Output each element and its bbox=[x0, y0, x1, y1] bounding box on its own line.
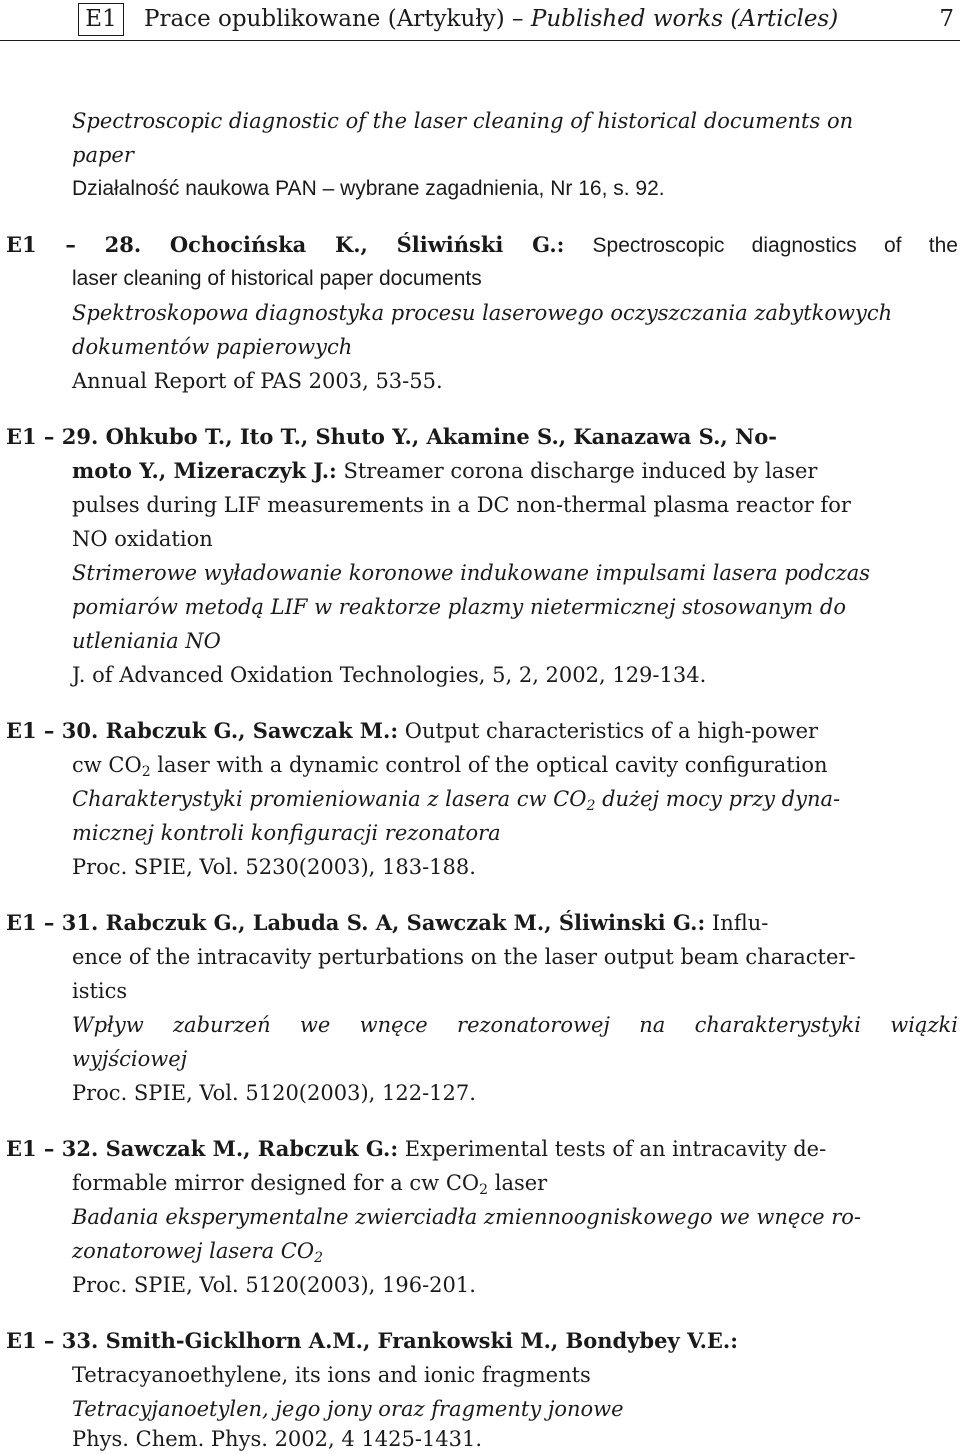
entry27-title-en-2: paper bbox=[72, 143, 134, 167]
page-header bbox=[0, 0, 960, 40]
entry32-heading: E1 – 32. Sawczak M., Rabczuk G.: Experimental tests of an intracavity de- bbox=[6, 1136, 827, 1161]
entry32-title-pl-2: zonatorowej lasera $CO_2$ bbox=[72, 1239, 323, 1266]
entry29-source: J. of Advanced Oxidation Technologies, 5, 2, 2002, 129-134. bbox=[72, 663, 707, 687]
entry31-title-2: ence of the intracavity perturbations on the laser output beam character- bbox=[72, 945, 856, 969]
entry29-title-3: NO oxidation bbox=[72, 527, 213, 551]
entry28-title-2: laser cleaning of historical paper documents bbox=[72, 267, 482, 290]
entry28-source: Annual Report of PAS 2003, 53-55. bbox=[72, 369, 443, 393]
entry33-source: Phys. Chem. Phys. 2002, 4 1425-1431. bbox=[72, 1427, 483, 1451]
entry30-heading: E1 – 30. Rabczuk G., Sawczak M.: Output characteristics of a high-power bbox=[6, 718, 819, 743]
page-number: 7 bbox=[939, 6, 954, 32]
entry31-heading: E1 – 31. Rabczuk G., Labuda S. A, Sawczak M., Śliwinski G.: Influ- bbox=[6, 910, 769, 935]
entry32-title-2: formable mirror designed for a cw $CO_2$ laser bbox=[72, 1171, 548, 1198]
entry33-heading: E1 – 33. Smith-Gicklhorn A.M., Frankowski M., Bondybey V.E.: bbox=[6, 1328, 738, 1353]
entry29-heading-1: E1 – 29. Ohkubo T., Ito T., Shuto Y., Akamine S., Kanazawa S., No- bbox=[6, 424, 777, 449]
entry28-heading: E1 – 28. Ochocińska K., Śliwiński G.: Spectroscopic diagnostics of the bbox=[6, 232, 958, 257]
entry33-title-pl-1: Tetracyjanoetylen, jego jony oraz fragmenty jonowe bbox=[72, 1397, 624, 1421]
entry28-title-pl-1: Spektroskopowa diagnostyka procesu laserowego oczyszczania zabytkowych bbox=[72, 301, 893, 325]
section-tag: E1 bbox=[78, 3, 124, 36]
entry30-title-pl-1: Charakterystyki promieniowania z lasera cw $CO_2$ dużej mocy przy dyna- bbox=[72, 787, 841, 814]
entry29-heading-2: moto Y., Mizeraczyk J.: Streamer corona discharge induced by laser bbox=[72, 458, 818, 483]
entry33-title-1: Tetracyanoethylene, its ions and ionic fragments bbox=[72, 1363, 591, 1387]
entry32-title-pl-1: Badania eksperymentalne zwierciadła zmiennoogniskowego we wnęce ro- bbox=[72, 1205, 861, 1229]
entry30-title-2: cw $CO_2$ laser with a dynamic control of the optical cavity configuration bbox=[72, 753, 828, 780]
entry29-title-pl-1: Strimerowe wyładowanie koronowe indukowane impulsami lasera podczas bbox=[72, 561, 871, 585]
entry31-source: Proc. SPIE, Vol. 5120(2003), 122-127. bbox=[72, 1081, 476, 1105]
entry29-title-pl-3: utleniania NO bbox=[72, 629, 221, 653]
entry27-source: Działalność naukowa PAN – wybrane zagadnienia, Nr 16, s. 92. bbox=[72, 177, 665, 200]
section-title: Prace opublikowane (Artykuły) – Published works (Articles) bbox=[144, 6, 839, 32]
entry29-title-pl-2: pomiarów metodą LIF w reaktorze plazmy nietermicznej stosowanym do bbox=[72, 595, 846, 619]
entry31-title-pl-2: wyjściowej bbox=[72, 1047, 188, 1071]
entry32-source: Proc. SPIE, Vol. 5120(2003), 196-201. bbox=[72, 1273, 476, 1297]
entry30-title-pl-2: micznej kontroli konfiguracji rezonatora bbox=[72, 821, 501, 845]
entry31-title-pl-1: Wpływ zaburzeń we wnęce rezonatorowej na charakterystyki wiązki bbox=[72, 1013, 958, 1037]
entry31-title-3: istics bbox=[72, 979, 128, 1003]
entry27-title-en-1: Spectroscopic diagnostic of the laser cleaning of historical documents on bbox=[72, 109, 854, 133]
header-rule bbox=[0, 40, 960, 41]
entry29-title-2: pulses during LIF measurements in a DC non-thermal plasma reactor for bbox=[72, 493, 851, 517]
entry28-title-pl-2: dokumentów papierowych bbox=[72, 335, 353, 359]
entry30-source: Proc. SPIE, Vol. 5230(2003), 183-188. bbox=[72, 855, 476, 879]
